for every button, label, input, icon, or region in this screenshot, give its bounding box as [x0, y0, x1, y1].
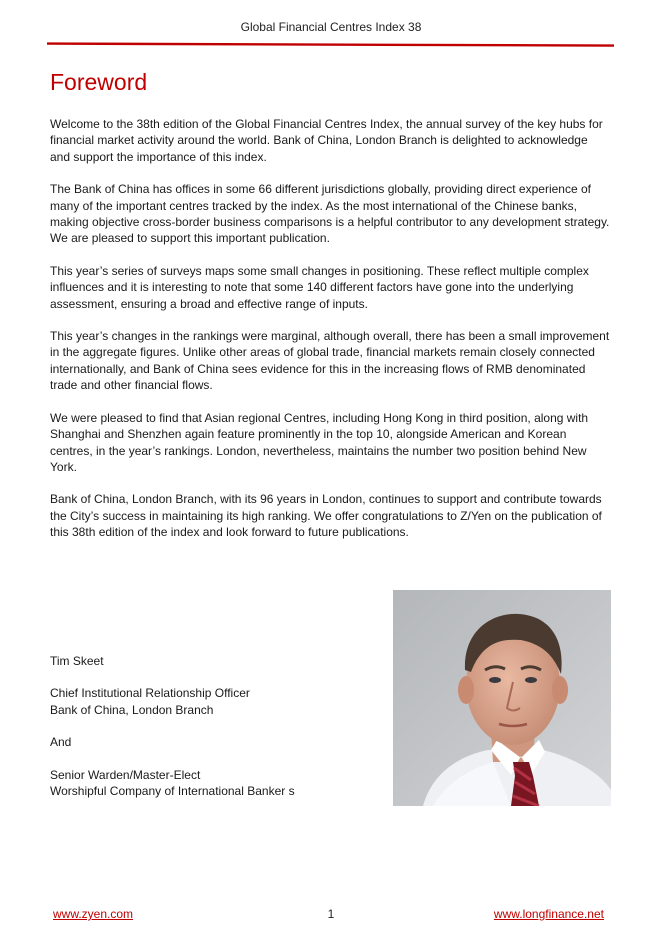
paragraph: This year’s series of surveys maps some small changes in positioning. These reflect multiple complex influences and it is interesting to note that some 140 different factors have gone into the underlying assessment, ensuring a broad and effective range of inputs. [50, 263, 589, 311]
signature-block [50, 653, 370, 799]
signatory-role: Chief Institutional Relationship Officer [50, 686, 250, 701]
paragraph: Bank of China, London Branch, with its 96 years in London, continues to support and contribute towards the City’s success in maintaining its high ranking. We offer congratulations to Z/Yen on the publication of this 38th edition of the index and look forward to future publications. [50, 492, 602, 540]
signatory-second-role: Senior Warden/Master-Elect [50, 767, 201, 782]
signatory-name: Tim Skeet [50, 654, 104, 668]
signature-conjunction: And [50, 735, 72, 750]
page-title: Foreword [50, 69, 148, 95]
paragraph: This year’s changes in the rankings were marginal, although overall, there has been a small improvement in the aggregate figures. Unlike other areas of global trade, financial markets remain closely connected internationally, and Bank of China sees evidence for this in the increasing flows of RMB denominated trade and other financial flows. [50, 329, 610, 393]
footer-link-zyen[interactable]: www.zyen.com [53, 907, 134, 921]
signatory-organization: Bank of China, London Branch [50, 702, 214, 717]
foreword-body [50, 116, 610, 557]
paragraph: We were pleased to find that Asian regional Centres, including Hong Kong in third position, along with Shanghai and Shenzhen again feature prominently in the top 10, alongside American and Korean centres, in the year’s rankings. London, nevertheless, maintains the number two position behind New York. [50, 410, 589, 474]
portrait-photo [393, 590, 611, 806]
page-number: 1 [327, 907, 335, 921]
paragraph: Welcome to the 38th edition of the Global Financial Centres Index, the annual survey of the key hubs for financial market activity around the world. Bank of China, London Branch is delighted to acknowledge and support the importance of this index. [50, 117, 603, 164]
header-divider [47, 43, 614, 46]
footer-link-longfinance[interactable]: www.longfinance.net [493, 907, 604, 921]
signatory-second-organization: Worshipful Company of International Banker s [50, 784, 295, 799]
paragraph: The Bank of China has offices in some 66 different jurisdictions globally, providing direct experience of many of the important centres tracked by the index. As the most international of the Chinese banks, making objective cross-border business comparisons is a helpful contributor to any development strategy. We are pleased to support this important publication. [50, 182, 610, 246]
running-header: Global Financial Centres Index 38 [240, 20, 422, 34]
